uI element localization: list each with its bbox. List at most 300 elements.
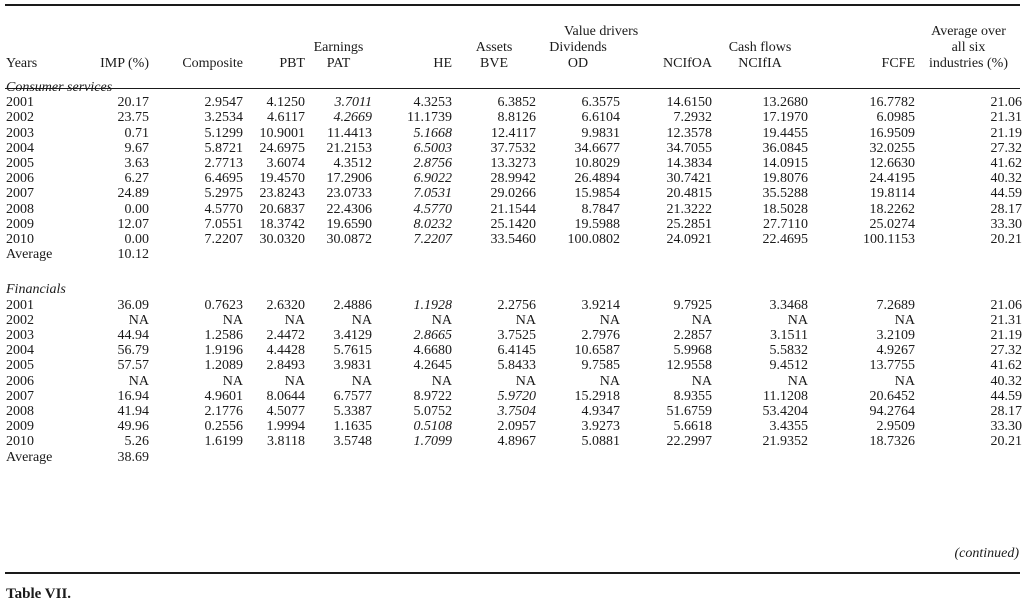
cell-pat: 22.4306 — [326, 201, 372, 217]
cell-bve: 6.4145 — [497, 343, 536, 359]
cell-ncifoa: 9.7925 — [673, 297, 713, 313]
cell-he: 2.8665 — [413, 328, 452, 344]
cell-year: 2007 — [6, 388, 34, 404]
cell-fcfe: 100.1153 — [863, 232, 916, 248]
cell-ncifia: 11.1208 — [763, 388, 809, 404]
cell-fcfe: 16.9509 — [869, 125, 916, 141]
cell-pat: 11.4413 — [327, 125, 372, 141]
cell-pbt: 4.6117 — [267, 110, 305, 126]
cell-imp: 5.26 — [124, 434, 149, 450]
cell-bve: 5.9720 — [497, 388, 536, 404]
cell-pat: 4.3512 — [333, 156, 372, 172]
table-row — [6, 313, 1022, 328]
cell-fcfe: 16.7782 — [869, 95, 916, 111]
cell-year: 2009 — [6, 216, 34, 232]
cell-year: 2003 — [6, 328, 34, 344]
section-financials — [6, 280, 1022, 464]
cell-he: 7.2207 — [413, 232, 452, 248]
cell-ncifia: 17.1970 — [762, 110, 809, 126]
cell-he: 1.7099 — [413, 434, 452, 450]
cell-od: 8.7847 — [581, 201, 620, 217]
cell-od: 9.7585 — [581, 358, 620, 374]
cell-composite: 1.2089 — [204, 358, 243, 374]
cell-pat: NA — [351, 312, 372, 328]
table-row — [6, 171, 1022, 186]
cell-composite: 2.7713 — [204, 156, 243, 172]
cell-he: 0.5108 — [413, 419, 452, 435]
cell-od: 19.5988 — [574, 216, 620, 232]
cell-industries-avg: 27.32 — [990, 343, 1023, 359]
cell-fcfe: NA — [894, 373, 916, 389]
cell-composite: 6.4695 — [204, 171, 243, 187]
cell-imp: 6.27 — [124, 171, 149, 187]
cell-pbt: 4.1250 — [266, 95, 305, 111]
cell-composite: 7.2207 — [204, 232, 243, 248]
cell-fcfe: 3.2109 — [876, 328, 916, 344]
data-table — [6, 24, 1022, 465]
cell-pbt: 3.8118 — [267, 434, 305, 450]
cell-year: 2002 — [6, 110, 34, 126]
cell-imp: 3.63 — [124, 156, 149, 172]
cell-year: 2002 — [6, 312, 34, 328]
section-title-row — [6, 280, 1022, 297]
cell-fcfe: 18.2262 — [869, 201, 916, 217]
cell-ncifoa: 7.2932 — [673, 110, 713, 126]
cell-imp: 0.00 — [124, 232, 149, 248]
cell-composite: NA — [222, 373, 243, 389]
bottom-rule — [5, 572, 1020, 574]
cell-ncifoa: 12.3578 — [666, 125, 713, 141]
cell-composite: 2.1776 — [204, 404, 243, 420]
cell-pbt: 4.5077 — [266, 404, 305, 420]
cell-fcfe: 20.6452 — [869, 388, 916, 404]
cell-imp: 44.94 — [117, 328, 149, 344]
cell-he: 11.1739 — [407, 110, 452, 126]
cell-bve: 12.4117 — [491, 125, 536, 141]
cell-ncifoa: 51.6759 — [666, 404, 713, 420]
cell-ncifoa: 5.6618 — [673, 419, 713, 435]
cell-imp: 20.17 — [117, 95, 149, 111]
cell-pbt: 23.8243 — [259, 186, 305, 202]
cell-fcfe: 18.7326 — [869, 434, 916, 450]
header-average-over: Average over — [931, 24, 1006, 39]
cell-industries-avg: 44.59 — [990, 186, 1023, 202]
cell-imp: 0.00 — [124, 201, 149, 217]
cell-ncifia: 19.4455 — [762, 125, 809, 141]
cell-ncifia: 22.4695 — [762, 232, 809, 248]
cell-year: 2006 — [6, 373, 34, 389]
cell-fcfe: 7.2689 — [876, 297, 916, 313]
table-row — [6, 156, 1022, 171]
column-header-pbt: PBT — [279, 56, 305, 71]
cell-ncifoa: 21.3222 — [666, 201, 713, 217]
header-value-drivers: Value drivers — [564, 24, 639, 39]
cell-composite: 4.5770 — [204, 201, 243, 217]
cell-imp: NA — [128, 312, 149, 328]
cell-ncifoa: 8.9355 — [673, 388, 713, 404]
cell-ncifia: 18.5028 — [762, 201, 809, 217]
cell-bve: 3.7504 — [497, 404, 536, 420]
cell-year: 2001 — [6, 297, 34, 313]
cell-imp: 57.57 — [117, 358, 149, 374]
cell-industries-avg: 21.06 — [990, 297, 1023, 313]
cell-ncifia: 5.5832 — [769, 343, 809, 359]
average-value: 10.12 — [117, 247, 149, 263]
table-row — [6, 141, 1022, 156]
cell-he: 8.9722 — [413, 388, 452, 404]
column-header-ncifia: NCIfIA — [738, 56, 782, 71]
cell-pbt: 4.4428 — [266, 343, 305, 359]
cell-bve: 6.3852 — [497, 95, 536, 111]
cell-industries-avg: 20.21 — [990, 434, 1023, 450]
cell-imp: 23.75 — [117, 110, 149, 126]
cell-pat: 4.2669 — [333, 110, 372, 126]
cell-ncifoa: 12.9558 — [666, 358, 713, 374]
cell-imp: 12.07 — [117, 216, 149, 232]
cell-ncifia: 19.8076 — [762, 171, 809, 187]
cell-bve: 33.5460 — [490, 232, 536, 248]
cell-year: 2006 — [6, 171, 34, 187]
cell-industries-avg: 44.59 — [990, 388, 1023, 404]
header-earnings: Earnings — [313, 40, 364, 55]
table-row — [6, 343, 1022, 358]
column-header-industries: industries (%) — [929, 56, 1008, 71]
cell-ncifia: 53.4204 — [762, 404, 809, 420]
cell-composite: 5.8721 — [204, 140, 243, 156]
cell-ncifoa: 14.6150 — [666, 95, 713, 111]
cell-composite: 0.2556 — [204, 419, 243, 435]
cell-industries-avg: 40.32 — [990, 373, 1023, 389]
cell-bve: 13.3273 — [490, 156, 536, 172]
cell-ncifia: 3.3468 — [769, 297, 809, 313]
cell-fcfe: 4.9267 — [876, 343, 916, 359]
table-caption: Table VII. — [6, 586, 72, 602]
cell-pat: 3.7011 — [334, 95, 372, 111]
table-row — [6, 358, 1022, 373]
cell-year: 2009 — [6, 419, 34, 435]
cell-pat: 17.2906 — [326, 171, 372, 187]
cell-pbt: 2.8493 — [266, 358, 305, 374]
cell-pat: 5.7615 — [333, 343, 372, 359]
cell-fcfe: 25.0274 — [869, 216, 916, 232]
cell-od: 15.9854 — [574, 186, 620, 202]
cell-he: 5.1668 — [413, 125, 452, 141]
cell-pat: 1.1635 — [333, 419, 372, 435]
column-header-fcfe: FCFE — [881, 56, 916, 71]
cell-he: 1.1928 — [413, 297, 452, 313]
cell-bve: 21.1544 — [490, 201, 536, 217]
cell-pbt: 3.6074 — [266, 156, 305, 172]
cell-year: 2008 — [6, 404, 34, 420]
cell-imp: 36.09 — [117, 297, 149, 313]
column-header-od: OD — [567, 56, 589, 71]
cell-pbt: 10.9001 — [259, 125, 305, 141]
cell-composite: 1.9196 — [204, 343, 243, 359]
cell-year: 2004 — [6, 343, 34, 359]
cell-od: 2.7976 — [581, 328, 620, 344]
header-row-1 — [6, 24, 1022, 40]
cell-od: NA — [599, 312, 620, 328]
cell-industries-avg: 20.21 — [990, 232, 1023, 248]
cell-od: 9.9831 — [581, 125, 620, 141]
cell-imp: 24.89 — [117, 186, 149, 202]
cell-he: 4.3253 — [413, 95, 452, 111]
cell-pbt: 2.4472 — [266, 328, 305, 344]
cell-od: 100.0802 — [567, 232, 620, 248]
cell-year: 2005 — [6, 358, 34, 374]
cell-composite: 5.1299 — [204, 125, 243, 141]
cell-pat: NA — [351, 373, 372, 389]
column-header-ncifoa: NCIfOA — [663, 56, 713, 71]
cell-imp: 49.96 — [117, 419, 149, 435]
column-header-imp: IMP (%) — [100, 56, 149, 71]
cell-imp: NA — [128, 373, 149, 389]
cell-composite: 2.9547 — [204, 95, 243, 111]
table-row — [6, 126, 1022, 141]
cell-industries-avg: 21.19 — [990, 125, 1023, 141]
cell-year: 2005 — [6, 156, 34, 172]
cell-bve: 3.7525 — [497, 328, 536, 344]
cell-he: 6.9022 — [413, 171, 452, 187]
cell-industries-avg: 41.62 — [990, 156, 1023, 172]
cell-imp: 0.71 — [124, 125, 149, 141]
cell-he: 4.5770 — [413, 201, 452, 217]
cell-composite: 1.2586 — [204, 328, 243, 344]
cell-od: NA — [599, 373, 620, 389]
cell-he: 4.2645 — [413, 358, 452, 374]
table-row — [6, 232, 1022, 247]
cell-fcfe: NA — [894, 312, 916, 328]
header-cash-flows: Cash flows — [728, 40, 792, 55]
cell-year: 2008 — [6, 201, 34, 217]
cell-ncifoa: 34.7055 — [666, 140, 713, 156]
cell-pat: 23.0733 — [326, 186, 372, 202]
cell-od: 10.6587 — [574, 343, 620, 359]
cell-pbt: 30.0320 — [259, 232, 305, 248]
average-label: Average — [6, 247, 53, 263]
cell-he: 5.0752 — [413, 404, 452, 420]
cell-ncifia: 35.5288 — [762, 186, 809, 202]
cell-imp: 16.94 — [117, 388, 149, 404]
cell-bve: 28.9942 — [490, 171, 536, 187]
column-header-composite: Composite — [182, 56, 243, 71]
cell-he: 2.8756 — [413, 156, 452, 172]
cell-od: 6.3575 — [581, 95, 620, 111]
cell-pat: 5.3387 — [333, 404, 372, 420]
cell-industries-avg: 21.31 — [990, 312, 1023, 328]
header-row-2 — [6, 40, 1022, 56]
section-title-row — [6, 78, 1022, 95]
cell-pbt: 18.3742 — [259, 216, 305, 232]
cell-fcfe: 6.0985 — [876, 110, 916, 126]
cell-pat: 3.9831 — [333, 358, 372, 374]
cell-industries-avg: 28.17 — [990, 201, 1023, 217]
cell-pbt: 1.9994 — [266, 419, 305, 435]
cell-od: 5.0881 — [581, 434, 620, 450]
table-header — [6, 24, 1022, 78]
cell-industries-avg: 33.30 — [990, 216, 1023, 232]
cell-bve: 5.8433 — [497, 358, 536, 374]
cell-ncifia: 3.1511 — [770, 328, 809, 344]
cell-composite: 5.2975 — [204, 186, 243, 202]
column-header-bve: BVE — [480, 56, 508, 71]
cell-od: 15.2918 — [574, 388, 620, 404]
cell-pbt: 8.0644 — [266, 388, 305, 404]
cell-pat: 6.7577 — [333, 388, 372, 404]
cell-bve: 37.7532 — [490, 140, 536, 156]
cell-ncifia: 27.7110 — [763, 216, 809, 232]
cell-bve: 25.1420 — [490, 216, 536, 232]
cell-industries-avg: 27.32 — [990, 140, 1023, 156]
cell-he: NA — [431, 373, 452, 389]
cell-fcfe: 2.9509 — [876, 419, 916, 435]
cell-industries-avg: 28.17 — [990, 404, 1023, 420]
cell-ncifoa: 24.0921 — [666, 232, 713, 248]
cell-bve: NA — [515, 312, 536, 328]
cell-od: 6.6104 — [581, 110, 620, 126]
cell-ncifia: 3.4355 — [769, 419, 809, 435]
cell-fcfe: 32.0255 — [869, 140, 916, 156]
cell-pat: 19.6590 — [326, 216, 372, 232]
cell-pbt: 2.6320 — [266, 297, 305, 313]
cell-fcfe: 94.2764 — [869, 404, 916, 420]
average-row — [6, 450, 1022, 465]
cell-pat: 21.2153 — [326, 140, 372, 156]
cell-fcfe: 24.4195 — [869, 171, 916, 187]
table-row — [6, 95, 1022, 110]
cell-fcfe: 12.6630 — [869, 156, 916, 172]
cell-bve: 4.8967 — [497, 434, 536, 450]
cell-bve: 8.8126 — [497, 110, 536, 126]
cell-industries-avg: 21.06 — [990, 95, 1023, 111]
header-all-six: all six — [951, 40, 986, 55]
cell-od: 4.9347 — [581, 404, 620, 420]
cell-ncifoa: NA — [691, 373, 713, 389]
cell-pat: 3.5748 — [333, 434, 372, 450]
cell-year: 2004 — [6, 140, 34, 156]
cell-ncifia: 21.9352 — [762, 434, 809, 450]
cell-he: 8.0232 — [413, 216, 452, 232]
cell-year: 2010 — [6, 232, 34, 248]
cell-bve: NA — [515, 373, 536, 389]
cell-pat: 2.4886 — [333, 297, 372, 313]
cell-imp: 9.67 — [124, 140, 149, 156]
cell-industries-avg: 40.32 — [990, 171, 1023, 187]
cell-od: 3.9214 — [581, 297, 620, 313]
cell-ncifia: 14.0915 — [762, 156, 809, 172]
cell-ncifia: NA — [787, 312, 809, 328]
cell-ncifia: 13.2680 — [762, 95, 809, 111]
cell-pat: 30.0872 — [326, 232, 372, 248]
cell-bve: 2.0957 — [497, 419, 536, 435]
cell-industries-avg: 33.30 — [990, 419, 1023, 435]
section-title: Consumer services — [6, 80, 113, 95]
column-header-he: HE — [433, 56, 452, 71]
cell-composite: 7.0551 — [204, 216, 243, 232]
table-row — [6, 110, 1022, 125]
cell-year: 2001 — [6, 95, 34, 111]
continued-note: (continued) — [954, 546, 1019, 561]
cell-pbt: NA — [284, 373, 305, 389]
section-title: Financials — [6, 282, 66, 298]
cell-ncifia: 9.4512 — [769, 358, 809, 374]
cell-ncifoa: 2.2857 — [673, 328, 713, 344]
column-header-years: Years — [6, 56, 38, 71]
cell-od: 26.4894 — [574, 171, 620, 187]
cell-ncifoa: 25.2851 — [666, 216, 713, 232]
cell-pat: 3.4129 — [333, 328, 372, 344]
cell-industries-avg: 41.62 — [990, 358, 1023, 374]
cell-ncifoa: 14.3834 — [666, 156, 713, 172]
cell-composite: NA — [222, 312, 243, 328]
cell-fcfe: 13.7755 — [869, 358, 916, 374]
cell-year: 2003 — [6, 125, 34, 141]
cell-ncifoa: 5.9968 — [673, 343, 713, 359]
cell-year: 2010 — [6, 434, 34, 450]
cell-od: 3.9273 — [581, 419, 620, 435]
top-rule — [5, 4, 1020, 6]
cell-ncifoa: 30.7421 — [666, 171, 713, 187]
cell-bve: 2.2756 — [497, 297, 536, 313]
cell-industries-avg: 21.19 — [990, 328, 1023, 344]
cell-imp: 41.94 — [117, 404, 149, 420]
cell-pbt: 24.6975 — [259, 140, 305, 156]
cell-ncifoa: NA — [691, 312, 713, 328]
section-consumer-services — [6, 78, 1022, 280]
table-row — [6, 404, 1022, 419]
cell-fcfe: 19.8114 — [870, 186, 916, 202]
average-label: Average — [6, 449, 53, 465]
average-row — [6, 247, 1022, 262]
cell-composite: 0.7623 — [204, 297, 243, 313]
table-row — [6, 389, 1022, 404]
cell-year: 2007 — [6, 186, 34, 202]
cell-pbt: 19.4570 — [259, 171, 305, 187]
cell-od: 34.6677 — [574, 140, 620, 156]
cell-ncifoa: 20.4815 — [666, 186, 713, 202]
table-row — [6, 186, 1022, 201]
header-assets: Assets — [475, 40, 513, 55]
cell-industries-avg: 21.31 — [990, 110, 1023, 126]
cell-od: 10.8029 — [574, 156, 620, 172]
cell-ncifia: NA — [787, 373, 809, 389]
cell-ncifoa: 22.2997 — [666, 434, 713, 450]
average-value: 38.69 — [117, 449, 149, 465]
cell-composite: 4.9601 — [204, 388, 243, 404]
cell-pbt: NA — [284, 312, 305, 328]
cell-composite: 3.2534 — [204, 110, 243, 126]
table-row — [6, 419, 1022, 434]
cell-pbt: 20.6837 — [259, 201, 305, 217]
cell-he: NA — [431, 312, 452, 328]
header-row-3 — [6, 56, 1022, 72]
cell-he: 6.5003 — [413, 140, 452, 156]
table-row — [6, 328, 1022, 343]
cell-he: 4.6680 — [413, 343, 452, 359]
cell-ncifia: 36.0845 — [762, 140, 809, 156]
column-header-pat: PAT — [326, 56, 351, 71]
table-row — [6, 298, 1022, 313]
table-row — [6, 374, 1022, 389]
cell-composite: 1.6199 — [204, 434, 243, 450]
table-row — [6, 217, 1022, 232]
cell-he: 7.0531 — [413, 186, 452, 202]
table-row — [6, 202, 1022, 217]
cell-bve: 29.0266 — [490, 186, 536, 202]
cell-imp: 56.79 — [117, 343, 149, 359]
table-row — [6, 434, 1022, 449]
header-dividends: Dividends — [549, 40, 607, 55]
